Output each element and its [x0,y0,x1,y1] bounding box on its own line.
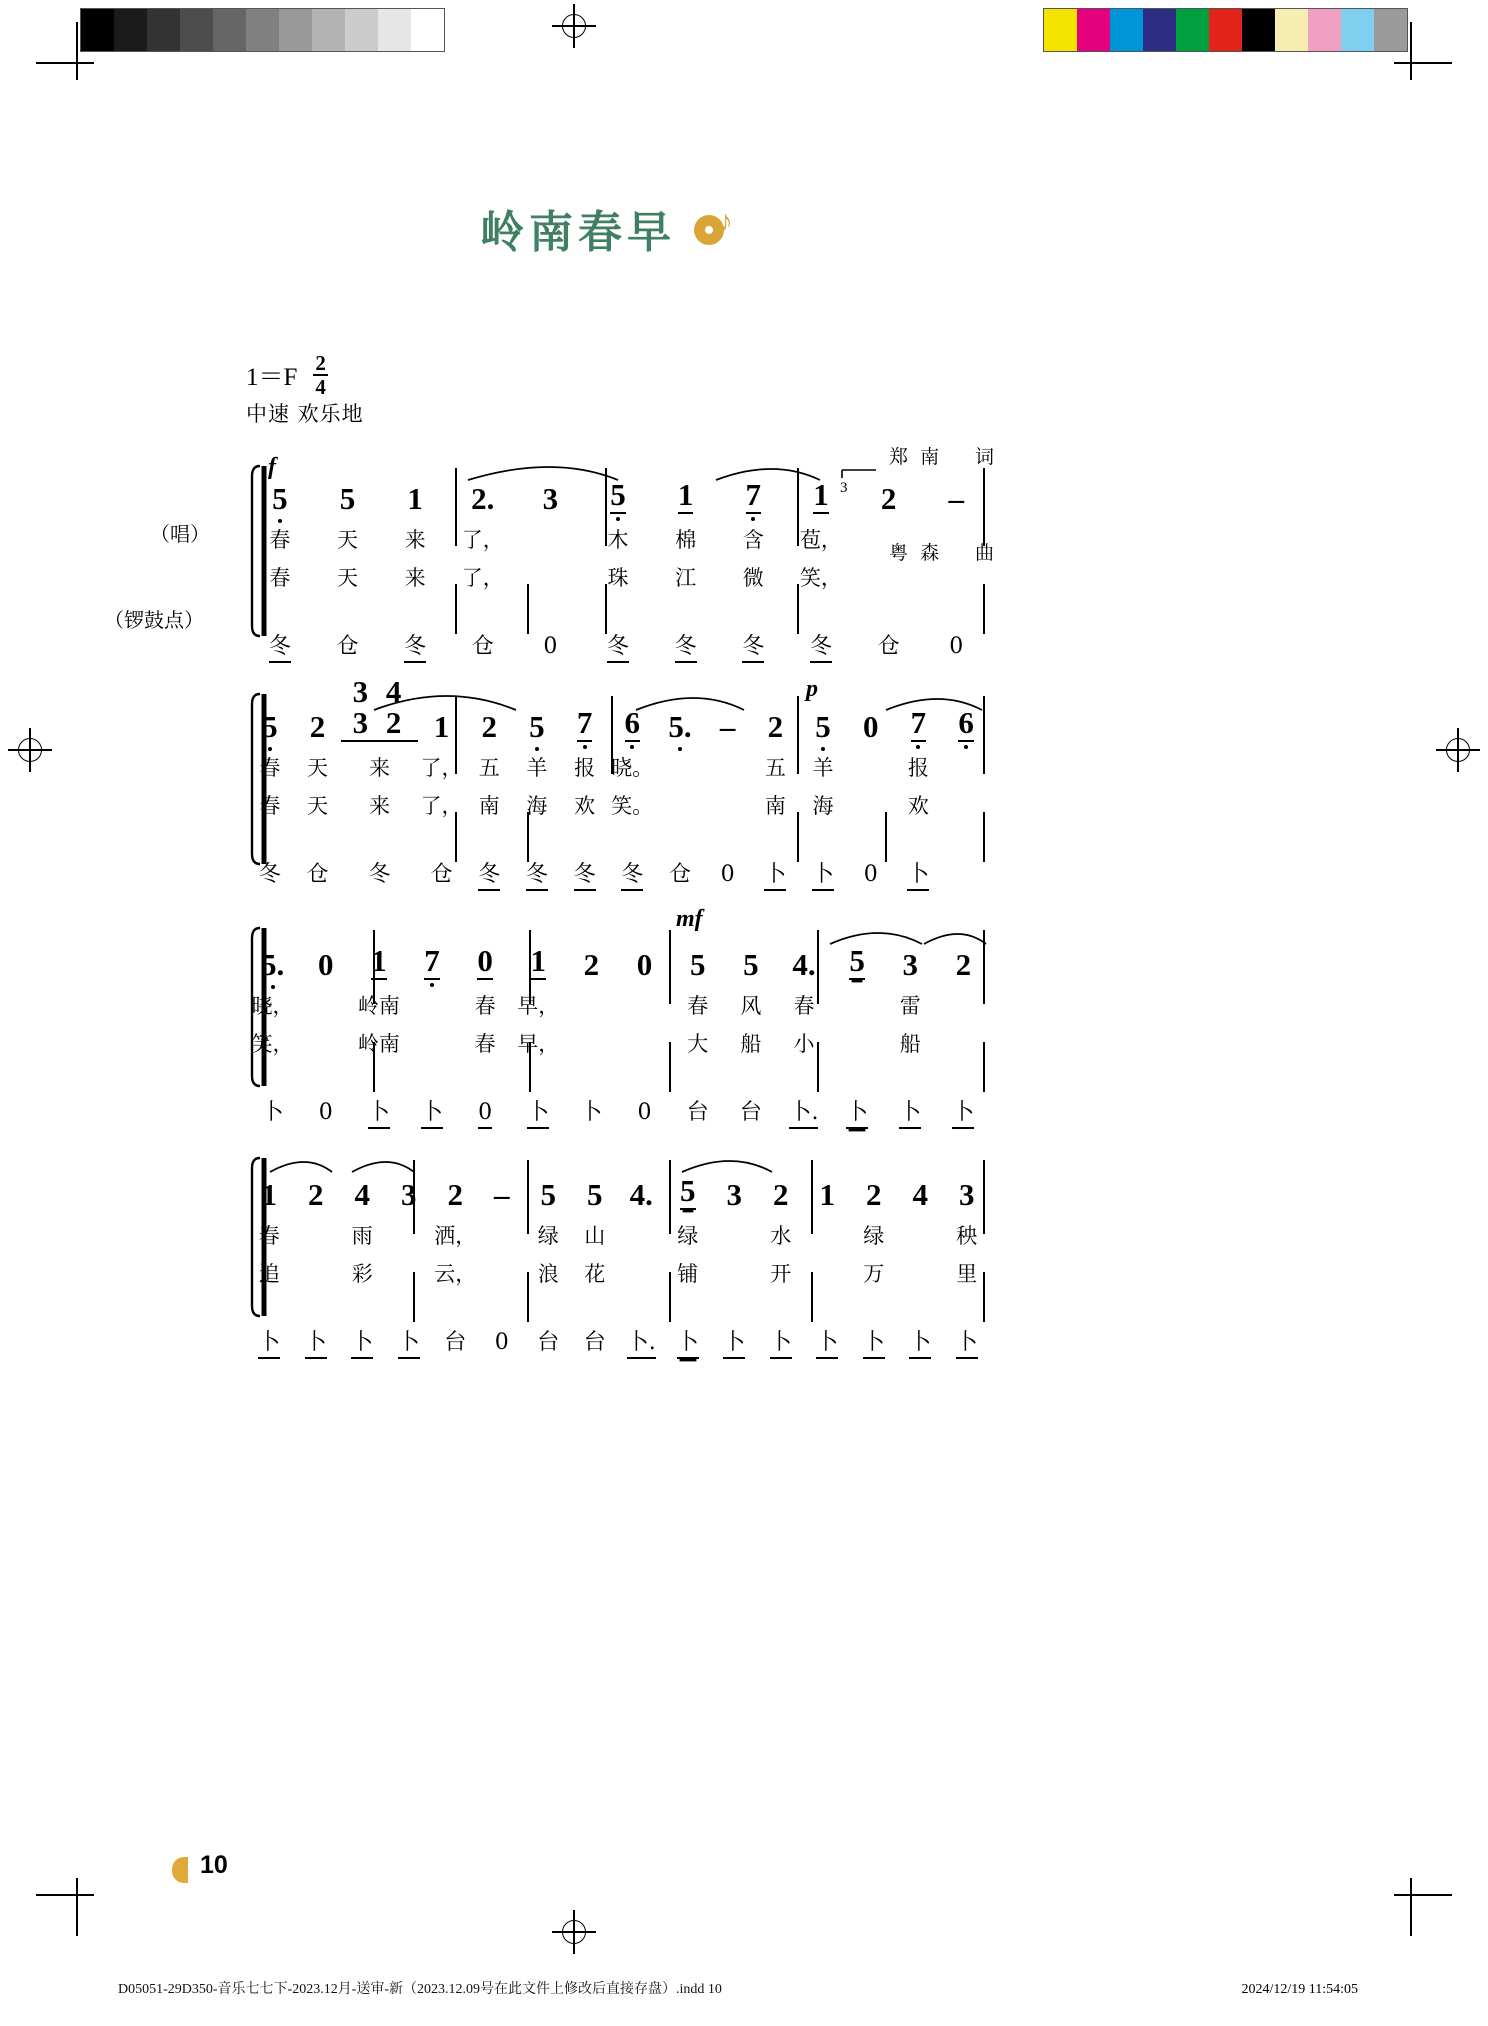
lyricist-role: 词 [974,445,994,468]
lyric: 春 [258,1224,280,1248]
lyric: 岭南 [357,994,400,1018]
percussion-syllable: 卜 [677,1330,699,1359]
title-block [480,196,746,260]
note: 5 [587,1177,603,1212]
percussion-rest: 0 [318,1100,333,1125]
percussion-syllable: 卜 [398,1330,420,1359]
lyric: 小 [793,1032,815,1056]
lyric: 春 [474,1032,496,1056]
percussion-syllable: 仓 [336,634,359,659]
percussion-syllable: 卜 [846,1100,868,1129]
percussion-syllable: 冬 [269,634,291,663]
part-label-percussion: （锣鼓点） [104,608,204,632]
note: 0 [862,709,879,744]
note: 7 [576,705,593,740]
note: 1 [371,943,387,978]
note: 5 [272,481,288,516]
percussion-syllable: 仓 [668,862,691,887]
page-title: 岭南春早 [480,207,676,258]
note: 2 [447,1177,463,1212]
note: 1 [407,481,423,516]
note: 4 [354,1177,370,1212]
note: 5 [339,481,356,516]
note: 0 [477,943,493,978]
lyric: 五 [478,756,500,780]
lyric: 了， [461,566,504,590]
percussion-syllable: 卜 [421,1100,443,1129]
lyric: 微 [742,566,764,590]
note: 6 [624,705,641,740]
lyric: 江 [675,566,697,590]
crop-mark-bottom-right [1394,1878,1452,1936]
note: 2 [767,709,784,744]
percussion-rest: 0 [863,862,878,887]
lyric: 来 [369,756,391,780]
system-1-percussion-row [246,612,990,658]
lyric: 来 [404,566,426,590]
percussion-rest: 0 [494,1330,509,1355]
note: 1 [433,709,450,744]
note: 0 [317,947,334,982]
note: 0 [636,947,653,982]
note: 2 [955,947,972,982]
lyric: 南 [764,794,786,818]
note: – [494,1177,510,1212]
percussion-syllable: 仓 [877,634,900,659]
note: 5 [680,1173,696,1208]
percussion-syllable: 卜. [789,1100,818,1129]
lyric: 晓。 [611,756,654,780]
percussion-rest: 0 [637,1100,652,1125]
note: 3 [902,947,918,982]
grayscale-calibration-bar [80,8,445,52]
percussion-syllable: 冬 [810,634,832,663]
percussion-rest: 0 [478,1100,492,1129]
percussion-syllable: 冬 [368,862,391,887]
percussion-syllable: 卜 [770,1330,792,1359]
percussion-syllable: 卜 [351,1330,373,1359]
lyric: 花 [584,1262,606,1286]
note: 3 [542,481,559,516]
lyric: 羊 [526,756,548,780]
note: 5. [668,709,692,744]
percussion-syllable: 卜 [580,1100,603,1125]
lyric: 云， [434,1262,477,1286]
percussion-syllable: 卜 [723,1330,745,1359]
note: 1 [813,477,829,512]
footer-file-info: D05051-29D350-音乐七七下-2023.12月-送审-新（2023.12.09号在此文件上修改后直接存盘）.indd 10 [118,1982,722,1997]
lyric: 了， [420,756,463,780]
percussion-syllable: 卜 [261,1100,284,1125]
note: 2 [308,1177,324,1212]
percussion-syllable: 卜 [952,1100,974,1129]
audio-disc-icon: ♪ [694,209,746,247]
lyric: 彩 [351,1262,373,1286]
system-3-percussion-row [246,1078,990,1124]
lyric: 含 [742,528,764,552]
note: 2 [880,481,897,516]
page-number-decoration [172,1857,188,1883]
note: 7 [745,477,762,512]
time-signature-numerator: 2 [315,351,326,375]
percussion-syllable: 冬 [607,634,629,663]
note: – [719,709,736,744]
note: 2 [309,709,326,744]
lyric: 绿 [863,1224,885,1248]
note: 2 [481,709,497,744]
key-signature-text: 1＝F [246,364,298,392]
percussion-syllable: 卜 [258,1330,280,1359]
percussion-syllable: 仓 [430,862,453,887]
lyric: 笑， [799,566,842,590]
percussion-syllable: 冬 [742,634,764,663]
lyric: 天 [307,756,329,780]
lyricist-name: 郑 南 [888,445,940,468]
note: 5 [849,943,865,978]
lyric: 岭南 [357,1032,400,1056]
lyric: 天 [307,794,329,818]
lyric: 海 [526,794,548,818]
registration-mark-left [8,728,52,772]
system-2-lyric-row-2 [246,780,990,818]
lyric: 南 [478,794,500,818]
lyric: 早， [517,1032,560,1056]
percussion-syllable: 卜 [956,1330,978,1359]
note: 6 [958,705,974,740]
part-label-vocal: （唱） [150,522,210,546]
percussion-rest: 0 [543,634,558,659]
note: 3 [959,1177,975,1212]
dynamic-f: f [268,454,276,480]
percussion-syllable: 冬 [675,634,697,663]
percussion-syllable: 台 [583,1330,606,1355]
lyric: 天 [336,528,358,552]
lyric: 晓， [251,994,294,1018]
percussion-syllable: 卜 [368,1100,390,1129]
lyric: 羊 [812,756,834,780]
note: 1 [261,1177,277,1212]
percussion-syllable: 台 [686,1100,709,1125]
triplet-number: 3 [840,480,848,496]
lyric: 春 [793,994,815,1018]
music-system-3 [246,906,990,1125]
lyric: 欢 [574,794,596,818]
note: – [948,481,964,516]
system-2-lyric-row-1 [246,742,990,780]
note: 5 [689,947,706,982]
lyric: 春 [259,794,281,818]
note: 3 [726,1177,742,1212]
lyric: 铺 [677,1262,699,1286]
lyric: 春 [687,994,709,1018]
lyric: 报 [907,756,929,780]
system-4-percussion-row [246,1308,990,1354]
lyric: 早， [517,994,560,1018]
note: 2 [583,947,600,982]
system-1-lyric-row-2 [246,552,990,590]
lyric: 里 [956,1262,978,1286]
time-signature-denominator: 4 [315,375,326,400]
lyric: 山 [584,1224,606,1248]
tempo-marking: 中速 欢乐地 [246,402,364,426]
percussion-rest: 0 [720,862,735,887]
note: 4. [792,947,816,982]
system-4-lyric-row-2 [246,1248,990,1286]
system-2-note-row [246,674,990,744]
note: 4 [912,1177,928,1212]
percussion-rest: 0 [949,634,964,659]
system-1-lyric-row-1 [246,514,990,552]
lyric: 雨 [351,1224,373,1248]
note-group: 3 4 3 2 [341,676,417,742]
percussion-syllable: 仓 [471,634,494,659]
note: 1 [677,477,694,512]
percussion-syllable: 台 [739,1100,762,1125]
lyric: 万 [863,1262,885,1286]
lyric: 棉 [675,528,697,552]
note: 5 [262,709,278,744]
lyric: 春 [474,994,496,1018]
color-calibration-bar [1043,8,1408,52]
lyric: 绿 [537,1224,559,1248]
lyric: 大 [687,1032,709,1056]
percussion-syllable: 冬 [258,862,281,887]
lyric: 笑。 [611,794,654,818]
registration-mark-right [1436,728,1480,772]
note: 5 [815,709,831,744]
time-signature [313,352,328,398]
system-1-note-row [246,462,990,514]
page-number: 10 [200,1851,228,1879]
footer-timestamp: 2024/12/19 11:54:05 [1241,1982,1358,1997]
music-system-4 [246,1142,990,1354]
lyric: 天 [336,566,358,590]
lyric: 春 [259,756,281,780]
lyric: 海 [812,794,834,818]
lyric: 追 [258,1262,280,1286]
system-4-lyric-row-1 [246,1210,990,1248]
note: 7 [424,943,440,978]
lyric: 木 [607,528,629,552]
percussion-syllable: 卜 [305,1330,327,1359]
lyric: 笑， [251,1032,294,1056]
percussion-syllable: 冬 [621,862,643,891]
system-4-note-row [246,1158,990,1210]
percussion-syllable: 卜 [909,1330,931,1359]
lyric: 雷 [899,994,921,1018]
composer-role: 曲 [974,542,994,565]
percussion-syllable: 卜. [627,1330,656,1359]
lyric: 浪 [537,1262,559,1286]
lyric: 来 [404,528,426,552]
key-signature [246,352,328,398]
note: 2 [866,1177,882,1212]
registration-mark-bottom [552,1910,596,1954]
percussion-syllable: 冬 [478,862,500,891]
music-system-2 [246,674,990,887]
lyric: 绿 [677,1224,699,1248]
note: 2. [471,481,495,516]
dynamic-mf: mf [676,906,703,932]
note: 5. [260,947,285,982]
percussion-syllable: 冬 [574,862,596,891]
lyric: 船 [899,1032,921,1056]
note: 1 [819,1177,835,1212]
note: 2 [773,1177,789,1212]
lyric: 珠 [607,566,629,590]
crop-mark-bottom-left [36,1878,94,1936]
lyric: 了， [420,794,463,818]
composer-name: 粤 森 [888,542,940,565]
percussion-syllable: 卜 [764,862,786,891]
percussion-syllable: 卜 [812,862,834,891]
lyric: 开 [770,1262,792,1286]
note: 4. [629,1177,653,1212]
system-3-lyric-row-1 [246,980,990,1018]
note: 5 [540,1177,556,1212]
percussion-syllable: 卜 [816,1330,838,1359]
percussion-syllable: 卜 [863,1330,885,1359]
percussion-syllable: 台 [537,1330,560,1355]
registration-mark-top [552,4,596,48]
note: 3 [401,1177,417,1212]
percussion-syllable: 冬 [404,634,426,663]
dynamic-p: p [806,676,818,702]
note: 5 [529,709,545,744]
percussion-syllable: 卜 [527,1100,549,1129]
note: 5 [743,947,759,982]
lyric: 船 [740,1032,762,1056]
lyric: 水 [770,1224,792,1248]
lyric: 洒， [434,1224,477,1248]
system-3-lyric-row-2 [246,1018,990,1056]
system-2-percussion-row [246,840,990,886]
lyric: 春 [269,528,291,552]
percussion-syllable: 卜 [899,1100,921,1129]
lyric: 苞， [799,528,842,552]
lyric: 报 [574,756,596,780]
lyric: 五 [764,756,786,780]
percussion-syllable: 卜 [907,862,929,891]
percussion-syllable: 冬 [526,862,548,891]
lyric: 欢 [907,794,929,818]
lyric: 春 [269,566,291,590]
note: 5 [610,477,626,512]
note: 1 [530,943,547,978]
system-3-note-row [246,928,990,980]
lyric: 了， [461,528,504,552]
note: 7 [910,705,927,740]
percussion-syllable: 台 [444,1330,467,1355]
lyric: 秧 [956,1224,978,1248]
lyric: 来 [369,794,391,818]
percussion-syllable: 仓 [306,862,329,887]
lyric: 风 [740,994,762,1018]
